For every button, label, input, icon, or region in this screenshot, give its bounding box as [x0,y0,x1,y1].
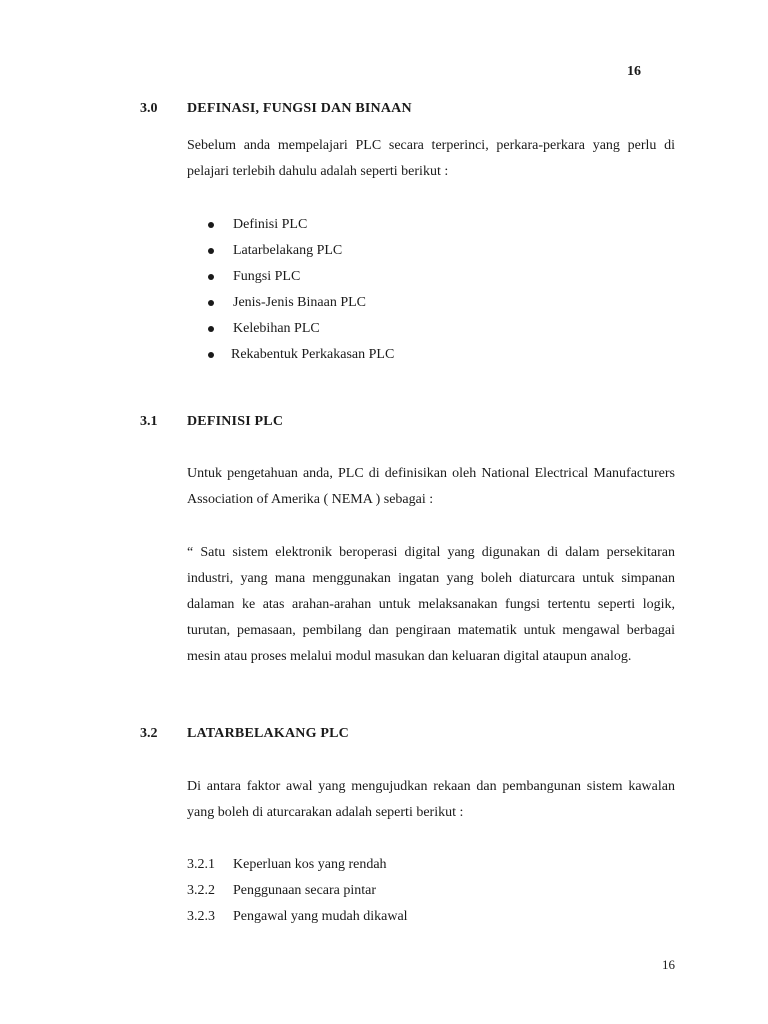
list-item-number: 3.2.1 [187,857,215,872]
bullet-item [208,290,394,316]
bullet-dot-icon [208,326,214,332]
bullet-dot-icon [208,274,214,280]
nema-definition-quote: “ Satu sistem elektronik beroperasi digital yang digunakan di dalam persekitaran industri, yang mana menggunakan ingatan yang boleh diaturcara untuk simpanan dalaman ke atas arahan-arahan untuk melaksanakan fungsi tertentu seperti logik, turutan, pemasaan, pembilang dan pengiraan matematik untuk mengawal berbagai mesin atau proses melalui modul masukan dan keluaran digital ataupun analog. [187,545,675,664]
page-number-bottom: 16 [662,957,675,972]
list-item [187,904,408,930]
bullet-item [208,212,394,238]
list-item [187,852,408,878]
bullet-dot-icon [208,222,214,228]
section-3-0-intro: Sebelum anda mempelajari PLC secara terperinci, perkara-perkara yang perlu di pelajari terlebih dahulu adalah seperti berikut : [187,138,675,179]
factor-list [187,852,408,930]
bullet-item [208,264,394,290]
section-number-3-0: 3.0 [140,101,158,116]
bullet-text: Kelebihan PLC [233,321,320,336]
section-title-3-1: DEFINISI PLC [187,414,284,429]
bullet-text: Definisi PLC [233,217,308,232]
bullet-text: Latarbelakang PLC [233,243,343,258]
bullet-text: Fungsi PLC [233,269,301,284]
list-item-text: Keperluan kos yang rendah [233,857,387,872]
list-item [187,878,408,904]
bullet-dot-icon [208,352,214,358]
bullet-text: Jenis-Jenis Binaan PLC [233,295,366,310]
bullet-item [206,342,394,368]
bullet-dot-icon [208,300,214,306]
list-item-text: Penggunaan secara pintar [233,883,377,898]
list-item-text: Pengawal yang mudah dikawal [233,909,408,924]
section-title-3-0: DEFINASI, FUNGSI DAN BINAAN [187,101,412,116]
section-3-1-paragraph: Untuk pengetahuan anda, PLC di definisikan oleh National Electrical Manufacturers Association of Amerika ( NEMA ) sebagai : [187,466,675,507]
bullet-item [208,238,394,264]
list-item-number: 3.2.2 [187,883,215,898]
page-number-top: 16 [627,64,641,79]
section-number-3-1: 3.1 [140,414,158,429]
list-item-number: 3.2.3 [187,909,215,924]
bullet-text: Rekabentuk Perkakasan PLC [231,347,395,362]
section-3-2-paragraph: Di antara faktor awal yang mengujudkan rekaan dan pembangunan sistem kawalan yang boleh di aturcarakan adalah seperti berikut : [187,779,675,820]
bullet-dot-icon [208,248,214,254]
section-title-3-2: LATARBELAKANG PLC [187,726,349,741]
section-number-3-2: 3.2 [140,726,158,741]
topic-bullet-list [208,212,394,368]
bullet-item [208,316,394,342]
